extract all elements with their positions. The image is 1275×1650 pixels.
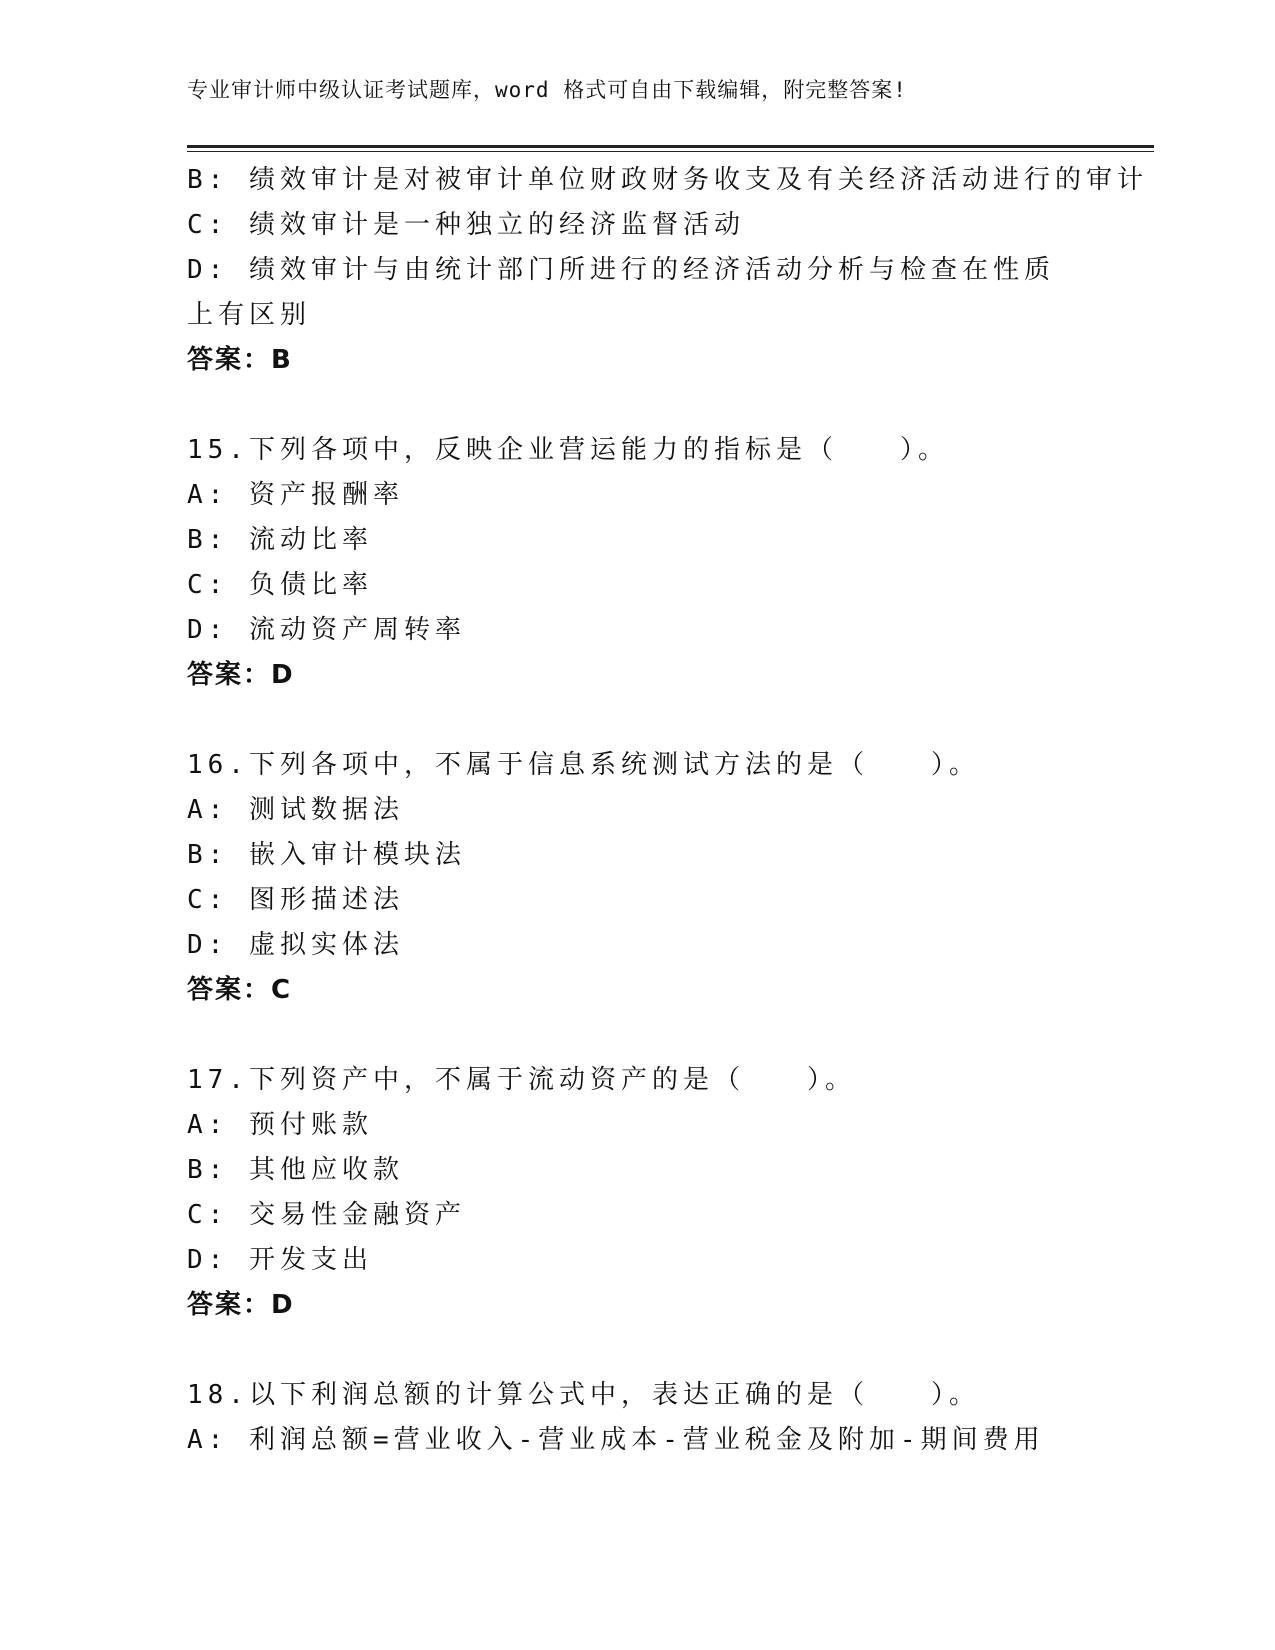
question-content xyxy=(187,158,1148,1463)
option-a: A: 测试数据法 xyxy=(187,795,404,825)
option-a: A: 资产报酬率 xyxy=(187,480,404,510)
question-18 xyxy=(187,1373,1087,1463)
question-stem: 15.下列各项中，反映企业营运能力的指标是（ ）。 xyxy=(187,435,949,465)
option-b: B: 绩效审计是对被审计单位财政财务收支及有关经济活动进行的审计 xyxy=(187,165,1148,195)
question-stem: 17.下列资产中，不属于流动资产的是（ ）。 xyxy=(187,1065,856,1095)
option-b: B: 嵌入审计模块法 xyxy=(187,840,466,870)
option-c: C: 交易性金融资产 xyxy=(187,1200,466,1230)
option-d: D: 流动资产周转率 xyxy=(187,615,466,645)
page-header: 专业审计师中级认证考试题库，word 格式可自由下载编辑，附完整答案! xyxy=(187,78,907,102)
option-a: A: 利润总额=营业收入-营业成本-营业税金及附加-期间费用 xyxy=(187,1425,1045,1455)
option-c: C: 图形描述法 xyxy=(187,885,404,915)
question-stem: 18.以下利润总额的计算公式中，表达正确的是（ ）。 xyxy=(187,1380,980,1410)
answer: 答案：D xyxy=(187,660,295,690)
option-c: C: 绩效审计是一种独立的经济监督活动 xyxy=(187,210,745,240)
option-d: D: 开发支出 xyxy=(187,1245,373,1275)
option-b: B: 流动比率 xyxy=(187,525,373,555)
header-divider-thin xyxy=(187,151,1154,152)
answer: 答案：B xyxy=(187,345,293,375)
option-d: D: 绩效审计与由统计部门所进行的经济活动分析与检查在性质上有区别 xyxy=(187,255,1055,330)
option-c: C: 负债比率 xyxy=(187,570,373,600)
header-divider-thick xyxy=(187,145,1154,148)
option-d: D: 虚拟实体法 xyxy=(187,930,404,960)
question-15 xyxy=(187,428,1087,698)
question-17 xyxy=(187,1058,1087,1328)
option-a: A: 预付账款 xyxy=(187,1110,373,1140)
answer: 答案：D xyxy=(187,1290,295,1320)
answer: 答案：C xyxy=(187,975,293,1005)
question-14-continued xyxy=(187,158,1148,383)
question-16 xyxy=(187,743,1087,1013)
question-stem: 16.下列各项中，不属于信息系统测试方法的是（ ）。 xyxy=(187,750,980,780)
option-b: B: 其他应收款 xyxy=(187,1155,404,1185)
